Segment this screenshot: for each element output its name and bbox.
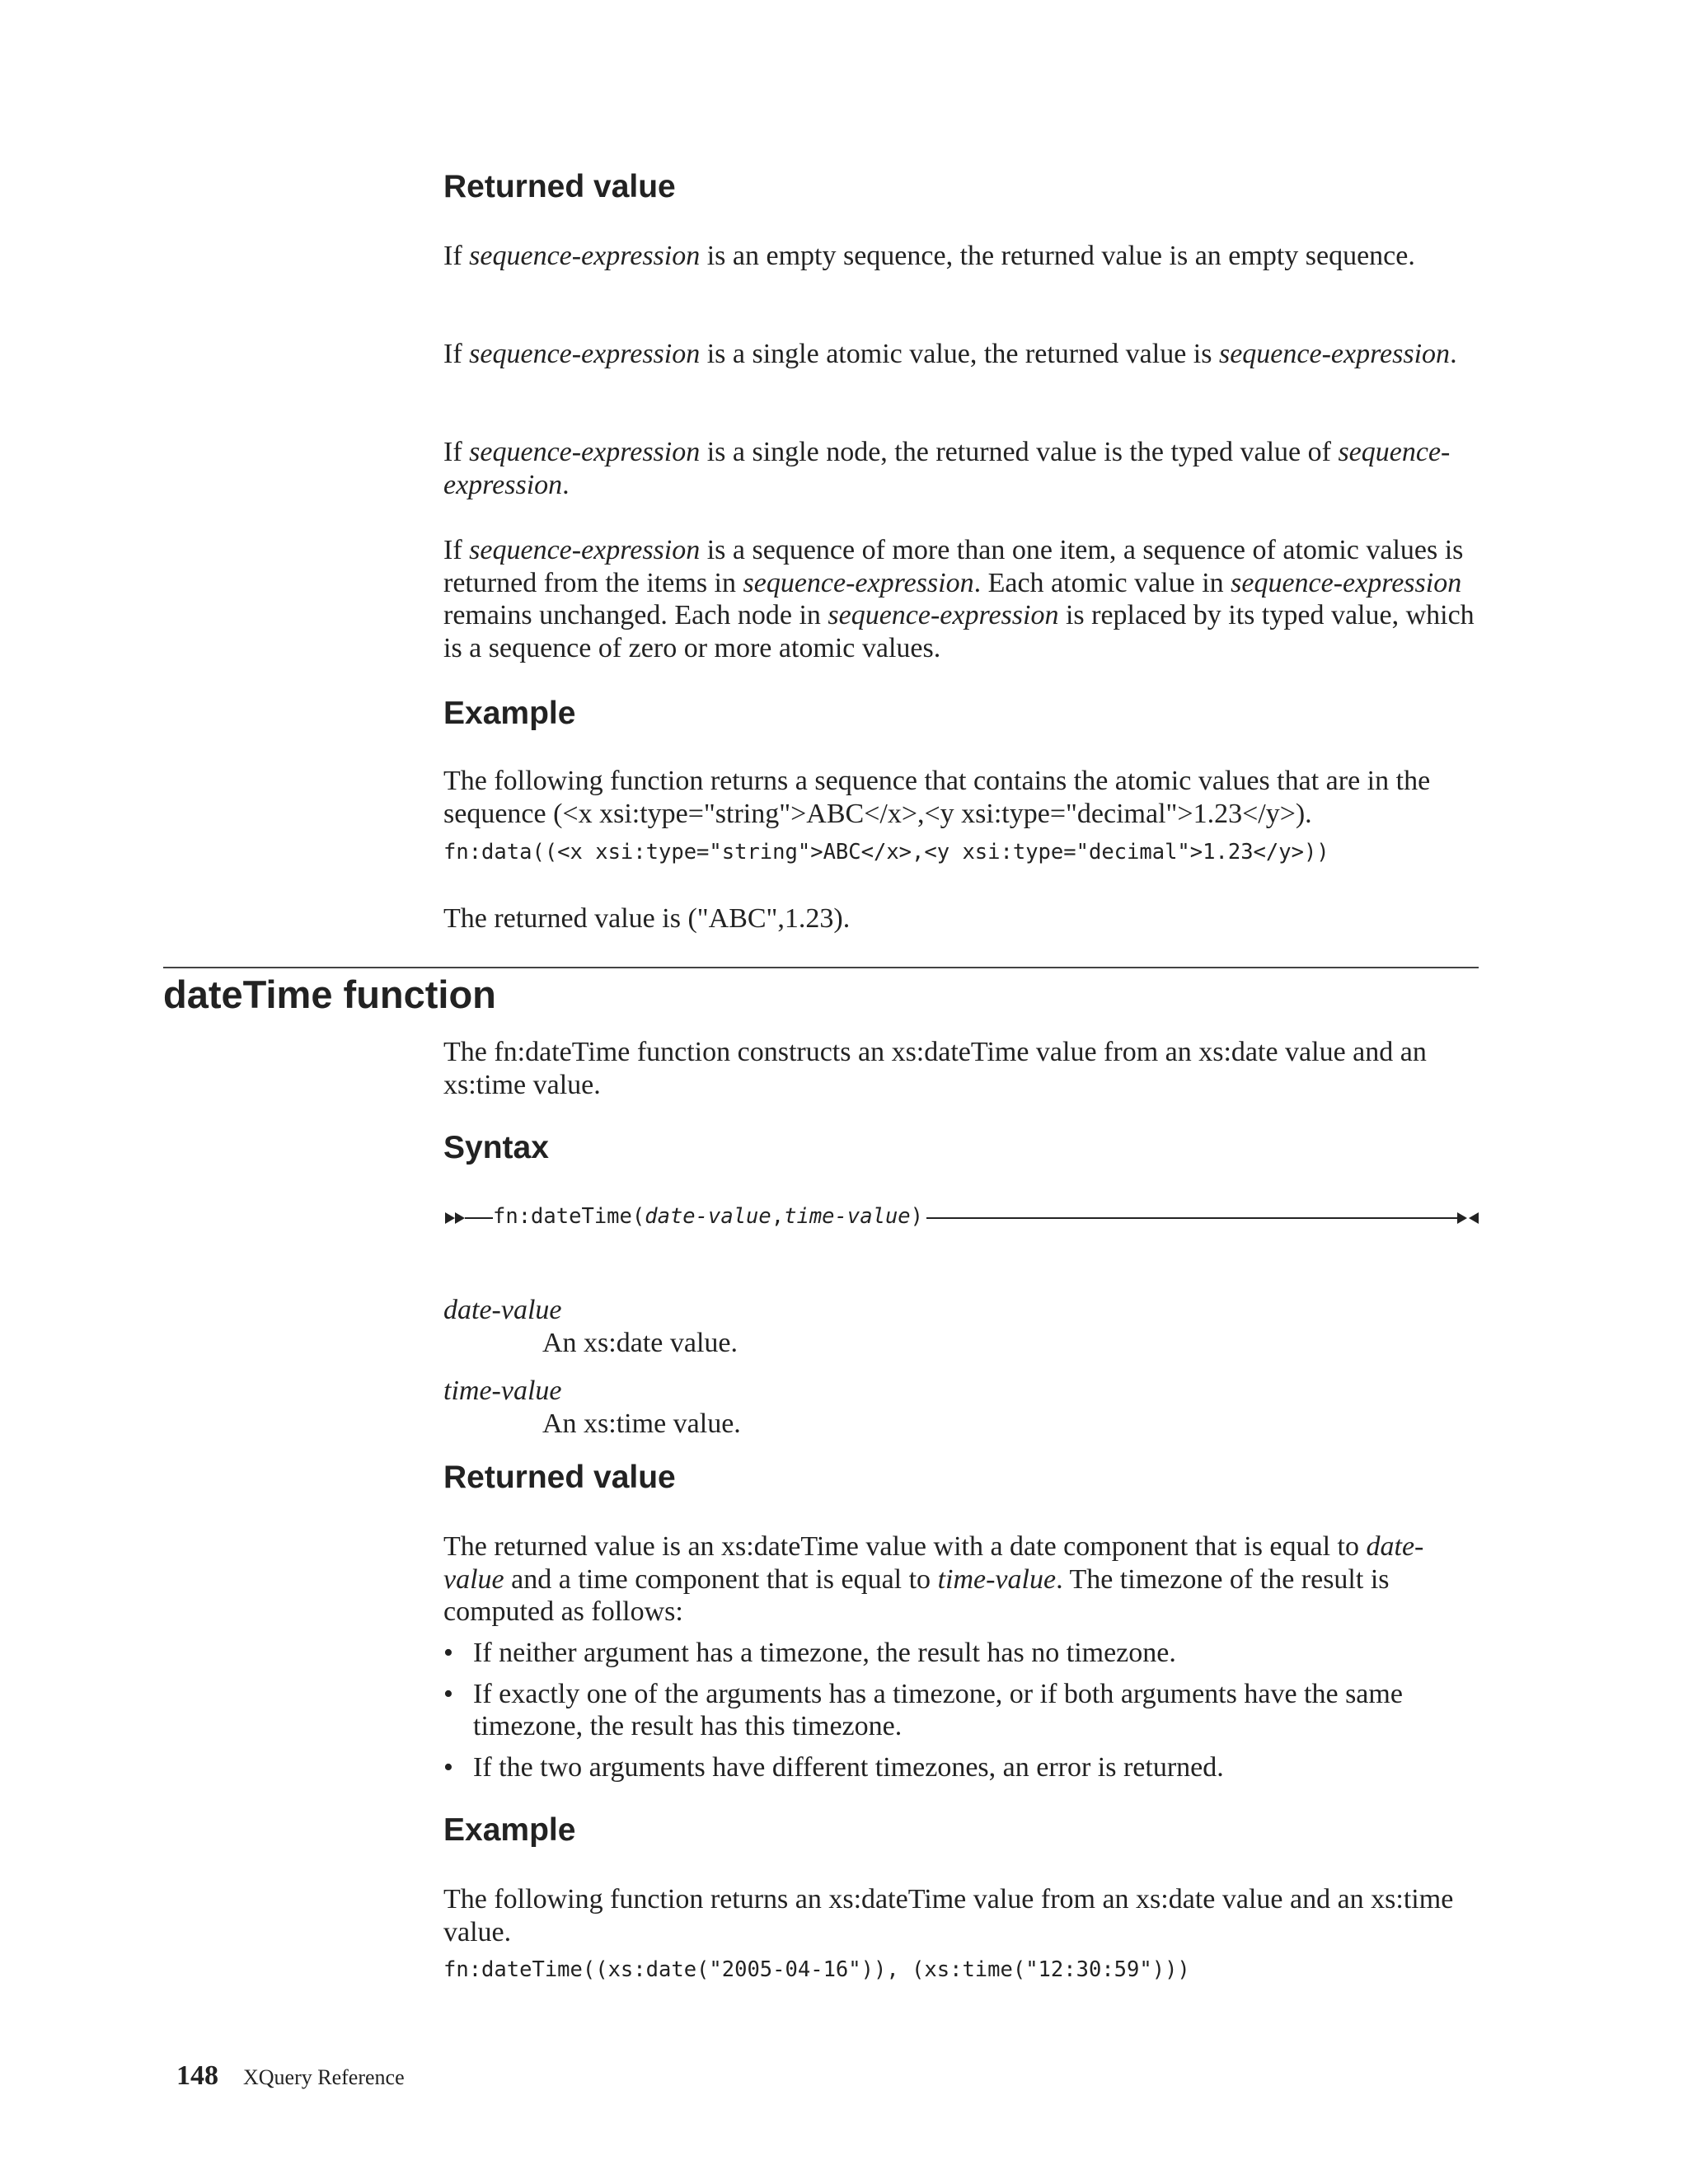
list-item: • If neither argument has a timezone, the result has no timezone.	[443, 1638, 1176, 1668]
timezone-rules-list	[443, 1637, 1482, 1792]
example-code: fn:data((<x xsi:type="string">ABC</x>,<y xsi:type="decimal">1.23</y>))	[443, 840, 1329, 865]
term: sequence-expression	[469, 241, 701, 271]
param-description: An xs:time value.	[542, 1408, 741, 1439]
paragraph-multiple-items: If sequence-expression is a sequence of more than one item, a sequence of atomic values is returned from the items in sequence-expression. Each atomic value in sequence-expression remains unchanged. Each node in sequence-expression is replaced by its typed value, which is a sequence of zero or more atomic values.	[443, 535, 1475, 663]
syntax-arg: time-value	[784, 1204, 911, 1229]
returned-value-description: The returned value is an xs:dateTime value with a date component that is equal to date-value and a time component that is equal to time-value. The timezone of the result is computed as follows:	[443, 1531, 1424, 1627]
section-title: dateTime function	[163, 972, 496, 1016]
bullet-icon: •	[443, 1638, 453, 1668]
returned-value-heading: Returned value	[443, 1460, 676, 1495]
syntax-heading: Syntax	[443, 1130, 549, 1165]
paragraph-empty-sequence: If sequence-expression is an empty sequence, the returned value is an empty sequence.	[443, 241, 1415, 271]
paragraph-single-atomic: If sequence-expression is a single atomic value, the returned value is sequence-expression.	[443, 339, 1457, 369]
term: sequence-expression	[469, 339, 701, 369]
list-item: • If exactly one of the arguments has a timezone, or if both arguments have the same timezone, the result has this timezone.	[443, 1678, 1403, 1741]
example-code: fn:dateTime((xs:date("2005-04-16")), (xs:time("12:30:59")))	[443, 1957, 1190, 1982]
term: sequence-expression	[469, 535, 701, 565]
term: sequence-expression	[1231, 567, 1462, 598]
example-result: The returned value is ("ABC",1.23).	[443, 903, 851, 934]
end-arrow-icon	[1469, 1212, 1479, 1224]
bullet-icon: •	[443, 1678, 453, 1709]
page-footer	[163, 2046, 405, 2107]
bullet-icon: •	[443, 1751, 453, 1783]
example-description: The following function returns a sequence that contains the atomic values that are in the sequence (<x xsi:type="string">ABC</x>,<y xsi:type="decimal">1.23</y>).	[443, 766, 1431, 829]
term: time-value	[937, 1563, 1057, 1595]
list-item: • If the two arguments have different timezones, an error is returned.	[443, 1751, 1224, 1783]
start-arrow-icon	[445, 1212, 455, 1224]
book-title: XQuery Reference	[243, 2065, 405, 2089]
end-arrow-icon	[1457, 1212, 1467, 1224]
term: sequence-expression	[828, 600, 1059, 630]
param-description: An xs:date value.	[542, 1328, 738, 1358]
term: sequence-expression	[469, 437, 701, 467]
syntax-arg: date-value	[645, 1204, 771, 1229]
param-name: time-value	[443, 1376, 562, 1406]
function-intro: The fn:dateTime function constructs an xs:dateTime value from an xs:date value and an xs:time value.	[443, 1037, 1427, 1100]
term: date-value	[443, 1531, 1424, 1595]
term: sequence-expression	[743, 567, 974, 598]
returned-value-heading: Returned value	[443, 169, 676, 204]
paragraph-single-node: If sequence-expression is a single node, the returned value is the typed value of sequence-expression.	[443, 437, 1451, 500]
example-heading: Example	[443, 1812, 576, 1848]
section-divider	[163, 967, 1479, 968]
param-name: date-value	[443, 1295, 562, 1325]
example-description: The following function returns an xs:dateTime value from an xs:date value and an xs:time value.	[443, 1884, 1454, 1947]
page-number: 148	[176, 2060, 218, 2091]
syntax-text: fn:dateTime(date-value,time-value)	[493, 1203, 926, 1230]
term: sequence-expression	[1218, 339, 1451, 369]
example-heading: Example	[443, 696, 576, 731]
syntax-diagram	[443, 1202, 1480, 1235]
start-arrow-icon	[455, 1212, 465, 1224]
term: sequence-expression	[443, 437, 1451, 500]
